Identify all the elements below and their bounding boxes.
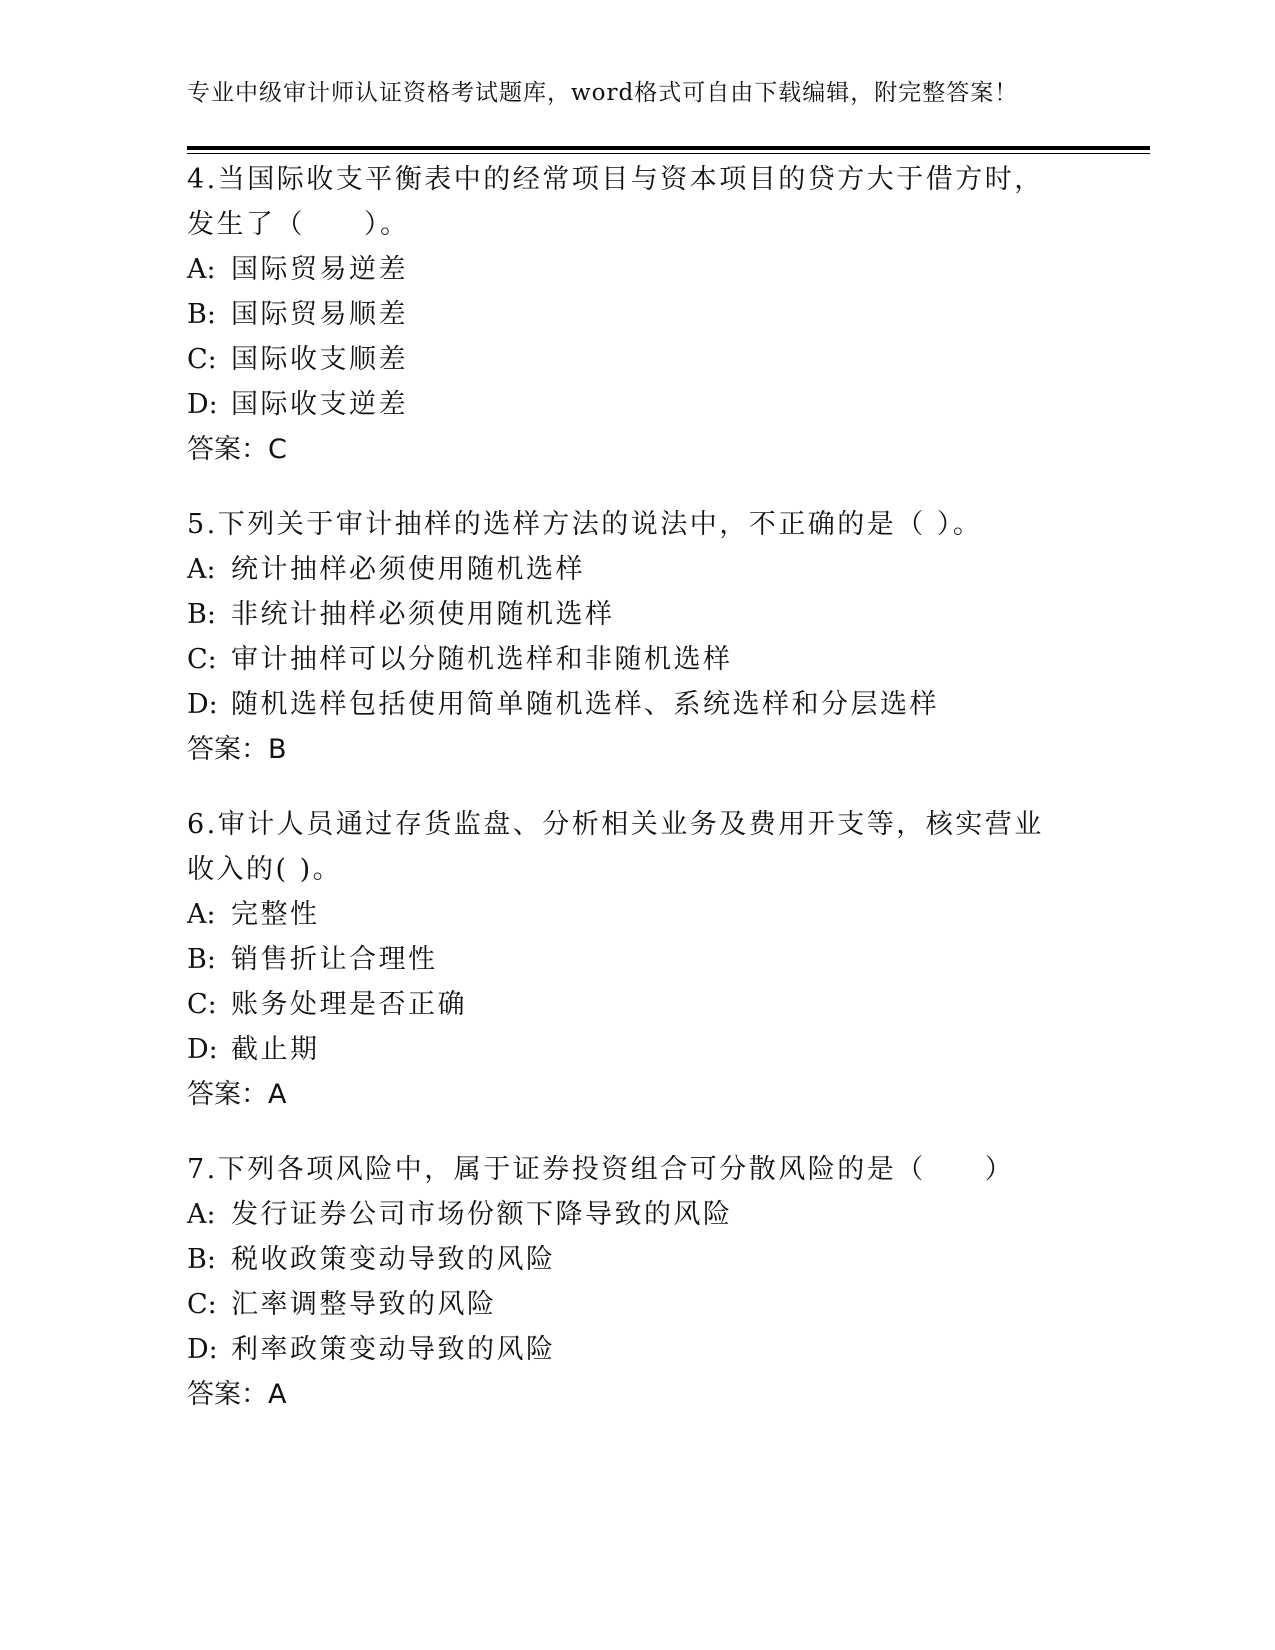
option-label: A: — [187, 899, 216, 930]
question-4 — [187, 157, 1087, 472]
answer-line: 答案：A — [187, 1079, 287, 1110]
option-text: 统计抽样必须使用随机选样 — [231, 554, 585, 585]
option-c — [187, 982, 1087, 1027]
option-label: D: — [187, 389, 218, 420]
option-a — [187, 892, 1087, 937]
option-label: B: — [187, 599, 216, 630]
option-label: B: — [187, 299, 216, 330]
option-d — [187, 1327, 1087, 1372]
option-label: C: — [187, 344, 217, 375]
question-text: 6.审计人员通过存货监盘、分析相关业务及费用开支等，核实营业收入的( )。 — [187, 809, 1044, 885]
question-text: 7.下列各项风险中，属于证券投资组合可分散风险的是（ ） — [187, 1154, 1015, 1185]
option-label: C: — [187, 644, 217, 675]
option-label: A: — [187, 1199, 216, 1230]
option-text: 国际收支逆差 — [231, 389, 408, 420]
option-label: A: — [187, 254, 216, 285]
header-divider-thin — [187, 153, 1150, 154]
option-d — [187, 382, 1087, 427]
option-a — [187, 1192, 1087, 1237]
answer-line: 答案：C — [187, 434, 287, 465]
option-c — [187, 337, 1087, 382]
option-text: 销售折让合理性 — [231, 944, 438, 975]
page-header-title: 专业中级审计师认证资格考试题库，word格式可自由下载编辑，附完整答案！ — [187, 80, 1019, 106]
option-text: 税收政策变动导致的风险 — [231, 1244, 556, 1275]
option-b — [187, 292, 1087, 337]
option-label: D: — [187, 689, 218, 720]
option-text: 账务处理是否正确 — [231, 989, 467, 1020]
option-b — [187, 1237, 1087, 1282]
option-c — [187, 637, 1087, 682]
option-text: 随机选样包括使用简单随机选样、系统选样和分层选样 — [231, 689, 939, 720]
question-6 — [187, 802, 1087, 1117]
header-divider-thick — [187, 146, 1150, 150]
option-b — [187, 592, 1087, 637]
option-text: 审计抽样可以分随机选样和非随机选样 — [231, 644, 733, 675]
option-a — [187, 247, 1087, 292]
question-text: 4.当国际收支平衡表中的经常项目与资本项目的贷方大于借方时，发生了（ ）。 — [187, 164, 1044, 240]
option-label: B: — [187, 1244, 216, 1275]
option-c — [187, 1282, 1087, 1327]
option-d — [187, 1027, 1087, 1072]
option-label: C: — [187, 1289, 217, 1320]
answer-line: 答案：A — [187, 1379, 287, 1410]
question-list — [187, 157, 1087, 1447]
option-label: A: — [187, 554, 216, 585]
question-7 — [187, 1147, 1087, 1417]
question-text: 5.下列关于审计抽样的选样方法的说法中，不正确的是（ ）。 — [187, 509, 983, 540]
option-text: 利率政策变动导致的风险 — [231, 1334, 556, 1365]
option-label: D: — [187, 1334, 218, 1365]
option-text: 发行证券公司市场份额下降导致的风险 — [231, 1199, 733, 1230]
option-text: 国际收支顺差 — [231, 344, 408, 375]
answer-line: 答案：B — [187, 734, 287, 765]
option-text: 完整性 — [231, 899, 320, 930]
option-label: D: — [187, 1034, 218, 1065]
option-b — [187, 937, 1087, 982]
option-text: 非统计抽样必须使用随机选样 — [231, 599, 615, 630]
option-label: C: — [187, 989, 217, 1020]
option-d — [187, 682, 1087, 727]
option-text: 汇率调整导致的风险 — [231, 1289, 497, 1320]
option-text: 国际贸易逆差 — [231, 254, 408, 285]
option-text: 国际贸易顺差 — [231, 299, 408, 330]
option-label: B: — [187, 944, 216, 975]
option-a — [187, 547, 1087, 592]
question-5 — [187, 502, 1087, 772]
option-text: 截止期 — [231, 1034, 320, 1065]
